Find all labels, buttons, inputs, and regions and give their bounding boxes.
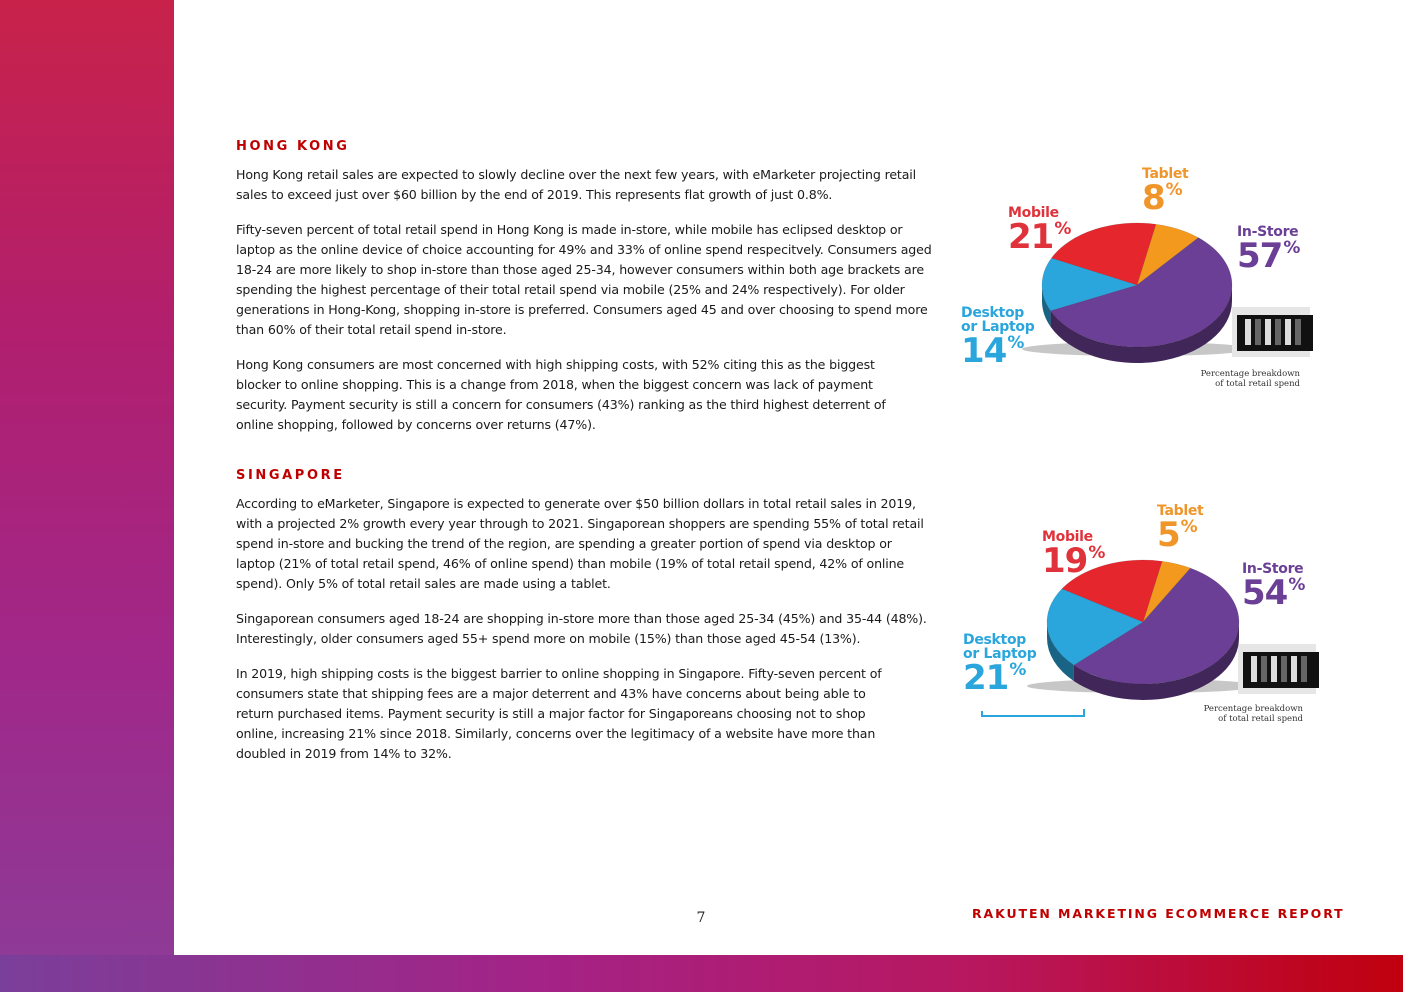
hong-kong-tablet-label (1142, 166, 1189, 218)
percent-sign: % (1288, 575, 1306, 595)
hong-kong-instore-label (1237, 224, 1301, 276)
caption-line-1: Percentage breakdown (1200, 369, 1300, 379)
chart-deco-stripe (1251, 656, 1257, 682)
percent-sign: % (1283, 238, 1301, 258)
desktop-value: 14 (961, 331, 1007, 371)
singapore-pie-chart (957, 497, 1327, 757)
caption-line-2: of total retail spend (1215, 379, 1300, 389)
hong-kong-body (236, 165, 941, 435)
percent-sign: % (1009, 660, 1027, 680)
hong-kong-pie-chart (955, 160, 1325, 420)
mobile-name: Mobile (1042, 529, 1093, 545)
report-title: RAKUTEN MARKETING ECOMMERCE REPORT (972, 906, 1345, 921)
chart-deco-stripe (1275, 319, 1281, 345)
chart-deco-stripe (1261, 656, 1267, 682)
desktop-name-line1: Desktop (963, 632, 1026, 648)
percent-sign: % (1180, 517, 1198, 537)
singapore-paragraph-3: In 2019, high shipping costs is the biggest barrier to online shopping in Singapore. Fifty-seven percent of consumers state that shipping fees are a major deterrent and 43% have concerns about being able to return purchased items. Payment security is still a major factor for Singaporeans choosing not to shop online, increasing 21% since 2018. Similarly, concerns over the legitimacy of a website have more than doubled in 2019 from 14% to 32%. (236, 666, 882, 761)
desktop-value: 21 (963, 658, 1009, 698)
chart-deco-stripe (1291, 656, 1297, 682)
singapore-title: SINGAPORE (236, 468, 345, 483)
tablet-name: Tablet (1157, 503, 1204, 519)
mobile-value: 21 (1008, 217, 1054, 257)
desktop-name-line2: or Laptop (963, 646, 1037, 662)
singapore-desktop-label (963, 632, 1037, 698)
tablet-name: Tablet (1142, 166, 1189, 182)
hong-kong-chart-caption (1190, 369, 1300, 389)
caption-line-2: of total retail spend (1218, 714, 1303, 724)
tablet-value: 8 (1142, 178, 1165, 218)
hong-kong-title: HONG KONG (236, 139, 350, 154)
desktop-name-line1: Desktop (961, 305, 1024, 321)
percent-sign: % (1088, 543, 1106, 563)
singapore-body (236, 494, 941, 764)
singapore-paragraph-1: According to eMarketer, Singapore is expected to generate over $50 billion dollars in total retail sales in 2019, with a projected 2% growth every year through to 2021. Singaporean shoppers are spending 55% of total retail spend in-store and bucking the trend of the region, are spending a greater portion of spend via desktop or laptop (21% of total retail spend, 46% of online spend) than mobile (19% of total retail spend, 42% of online spend). Only 5% of total retail sales are made using a tablet. (236, 496, 924, 591)
singapore-chart-caption (1193, 704, 1303, 724)
chart-deco-stripe (1281, 656, 1287, 682)
instore-value: 54 (1242, 573, 1288, 613)
percent-sign: % (1054, 219, 1072, 239)
hong-kong-section (236, 139, 941, 435)
singapore-paragraph-2: Singaporean consumers aged 18-24 are shopping in-store more than those aged 25-34 (45%) and 35-44 (48%). Interestingly, older consumers aged 55+ spend more on mobile (15%) than those aged 45-54 (13%). (236, 611, 927, 646)
chart-deco-stripe (1265, 319, 1271, 345)
chart-deco-stripe (1271, 656, 1277, 682)
chart-deco-stripe (1245, 319, 1251, 345)
desktop-bracket-line (982, 709, 1084, 716)
chart-deco-stripe (1301, 656, 1307, 682)
instore-name: In-Store (1237, 224, 1299, 240)
page-number: 7 (696, 910, 706, 926)
instore-name: In-Store (1242, 561, 1304, 577)
percent-sign: % (1165, 180, 1183, 200)
chart-deco-stripe (1285, 319, 1291, 345)
chart-deco-stripe (1295, 319, 1301, 345)
singapore-section (236, 468, 941, 764)
mobile-value: 19 (1042, 541, 1088, 581)
hong-kong-mobile-label (1008, 205, 1072, 257)
singapore-instore-label (1242, 561, 1306, 613)
caption-line-1: Percentage breakdown (1203, 704, 1303, 714)
chart-deco-stripe (1255, 319, 1261, 345)
mobile-name: Mobile (1008, 205, 1059, 221)
hong-kong-paragraph-3: Hong Kong consumers are most concerned with high shipping costs, with 52% citing this as the biggest blocker to online shopping. This is a change from 2018, when the biggest concern was lack of payment security. Payment security is still a concern for consumers (43%) ranking as the third highest deterrent of online shopping, followed by concerns over returns (47%). (236, 357, 886, 432)
singapore-mobile-label (1042, 529, 1106, 581)
percent-sign: % (1007, 333, 1025, 353)
instore-value: 57 (1237, 236, 1283, 276)
singapore-tablet-label (1157, 503, 1204, 555)
left-gradient-bar (0, 0, 174, 955)
bottom-gradient-bar (0, 955, 1403, 992)
desktop-name-line2: or Laptop (961, 319, 1035, 335)
hong-kong-paragraph-1: Hong Kong retail sales are expected to slowly decline over the next few years, with eMarketer projecting retail sales to exceed just over $60 billion by the end of 2019. This represents flat growth of just 0.8%. (236, 167, 916, 202)
hong-kong-paragraph-2: Fifty-seven percent of total retail spend in Hong Kong is made in-store, while mobile has eclipsed desktop or laptop as the online device of choice accounting for 49% and 33% of online spend respecitvely. Consumers aged 18-24 are more likely to shop in-store than those aged 25-34, however consumers within both age brackets are spending the highest percentage of their total retail spend via mobile (25% and 24% respectively). For older generations in Hong-Kong, shopping in-store is preferred. Consumers aged 45 and over choosing to spend more than 60% of their total retail spend in-store. (236, 222, 932, 337)
tablet-value: 5 (1157, 515, 1180, 555)
hong-kong-desktop-label (961, 305, 1035, 371)
